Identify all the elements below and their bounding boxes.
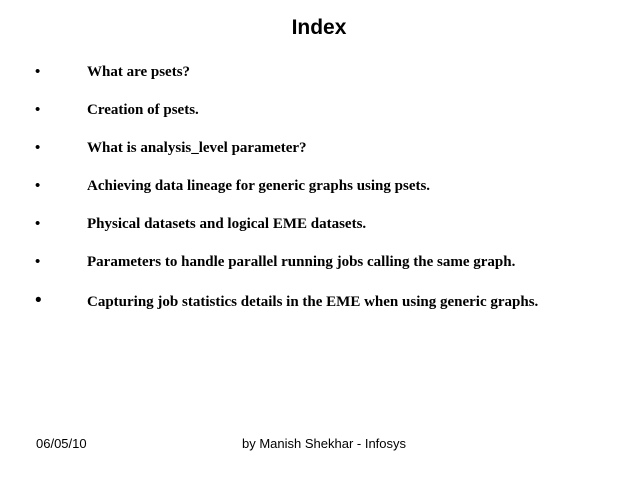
list-item bbox=[0, 252, 638, 290]
bullet-icon: • bbox=[35, 215, 41, 232]
bullet-icon: • bbox=[35, 101, 41, 118]
list-item bbox=[0, 100, 638, 138]
bullet-text: What are psets? bbox=[87, 64, 191, 80]
list-item bbox=[0, 292, 638, 330]
bullet-icon: • bbox=[35, 253, 41, 270]
bullet-text: Creation of psets. bbox=[87, 102, 199, 118]
list-item bbox=[0, 176, 638, 214]
list-item bbox=[0, 62, 638, 100]
bullet-text: Physical datasets and logical EME datasets. bbox=[87, 216, 367, 232]
bullet-icon: • bbox=[35, 177, 41, 194]
bullet-list bbox=[0, 62, 638, 330]
bullet-text: Capturing job statistics details in the EME when using generic graphs. bbox=[87, 294, 539, 310]
bullet-icon: • bbox=[35, 139, 41, 156]
footer-author: by Manish Shekhar - Infosys bbox=[242, 436, 407, 451]
bullet-text: Parameters to handle parallel running jobs calling the same graph. bbox=[87, 254, 516, 270]
bullet-icon: • bbox=[35, 63, 41, 80]
list-item bbox=[0, 214, 638, 252]
bullet-text: Achieving data lineage for generic graphs using psets. bbox=[87, 178, 431, 194]
list-item bbox=[0, 138, 638, 176]
bullet-text: What is analysis_level parameter? bbox=[87, 140, 307, 156]
bullet-icon: • bbox=[35, 290, 42, 311]
footer-date: 06/05/10 bbox=[36, 436, 87, 451]
slide-title: Index bbox=[291, 16, 347, 39]
